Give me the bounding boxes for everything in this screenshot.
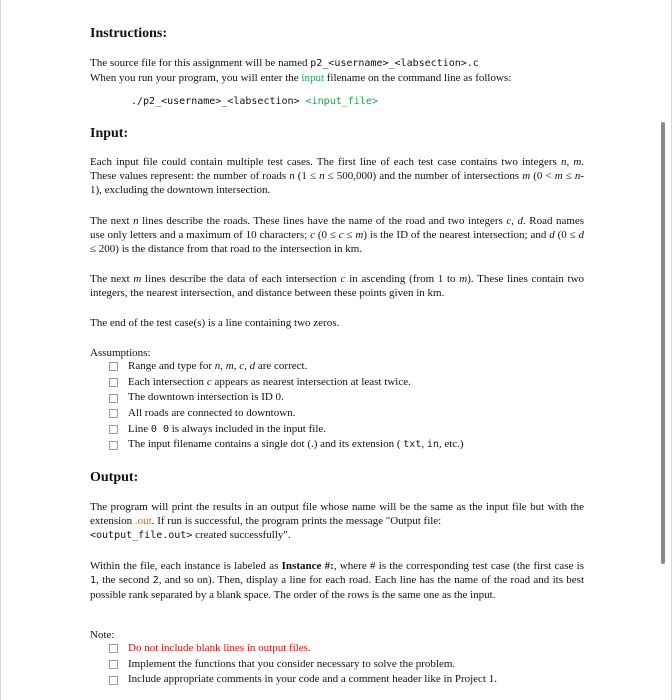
checkbox-icon bbox=[109, 362, 118, 371]
checkbox-icon bbox=[109, 644, 118, 653]
input-paragraph-2: The next n lines describe the roads. These lines have the name of the road and two integers c, d. Road names use only letters and a maximum of 10 characters; c (0 ≤ c ≤ m) is the ID of the nearest intersection; and d (0 ≤ d ≤ 200) is the distance from that road to the intersection in km. bbox=[90, 215, 585, 255]
note-list bbox=[109, 641, 497, 688]
list-item: Range and type for n, m, c, d are correct. bbox=[109, 359, 464, 375]
list-item: Line 0 0 is always included in the input file. bbox=[109, 422, 464, 438]
input-paragraph-4: The end of the test case(s) is a line containing two zeros. bbox=[90, 317, 340, 329]
vertical-scrollbar[interactable] bbox=[661, 122, 665, 564]
checkbox-icon bbox=[109, 378, 118, 387]
input-heading: Input: bbox=[90, 126, 129, 141]
list-item: Implement the functions that you consider necessary to solve the problem. bbox=[109, 657, 497, 673]
assumptions-list bbox=[109, 359, 464, 453]
output-paragraph-1: The program will print the results in an output file whose name will be the same as the input file but with the extension .out. If run is successful, the program prints the message "Output file: <output_file.out> created successfully". bbox=[90, 501, 584, 541]
checkbox-icon bbox=[109, 409, 118, 418]
instructions-heading: Instructions: bbox=[90, 26, 168, 41]
checkbox-icon bbox=[109, 660, 118, 669]
checkbox-icon bbox=[109, 394, 118, 403]
output-paragraph-2: Within the file, each instance is labeled as Instance #:, where # is the corresponding test case (the first case is 1, the second 2, and so on). Then, display a line for each road. Each line has the name of the road and its best possible rank separated by a blank space. The order of the rows is the same one as the input. bbox=[90, 560, 585, 601]
output-heading: Output: bbox=[90, 470, 139, 485]
list-item: Include appropriate comments in your code and a comment header like in Project 1. bbox=[109, 672, 497, 688]
list-item: The input filename contains a single dot (.) and its extension ( txt, in, etc.) bbox=[109, 437, 464, 453]
instructions-line-1: The source file for this assignment will be named p2_<username>_<labsection>.c bbox=[90, 57, 479, 69]
input-paragraph-1: Each input file could contain multiple test cases. The first line of each test case contains two integers n, m. These values represent: the number of roads n (1 ≤ n ≤ 500,000) and the number of intersections m (0 < m ≤ n-1), excluding the downtown intersection. bbox=[90, 156, 585, 196]
assumptions-label: Assumptions: bbox=[90, 347, 151, 359]
command-example: ./p2_<username>_<labsection> <input_file> bbox=[131, 96, 378, 107]
note-label: Note: bbox=[90, 629, 115, 641]
list-item: All roads are connected to downtown. bbox=[109, 406, 464, 422]
checkbox-icon bbox=[109, 441, 118, 450]
list-item: Each intersection c appears as nearest intersection at least twice. bbox=[109, 375, 464, 391]
input-paragraph-3: The next m lines describe the data of each intersection c in ascending (from 1 to m). These lines contain two integers, the nearest intersection, and distance between these points given in km. bbox=[90, 273, 585, 299]
list-item: Do not include blank lines in output files. bbox=[109, 641, 497, 657]
checkbox-icon bbox=[109, 676, 118, 685]
instructions-line-2: When you run your program, you will enter the input filename on the command line as follows: bbox=[90, 72, 512, 84]
list-item: The downtown intersection is ID 0. bbox=[109, 390, 464, 406]
checkbox-icon bbox=[109, 425, 118, 434]
